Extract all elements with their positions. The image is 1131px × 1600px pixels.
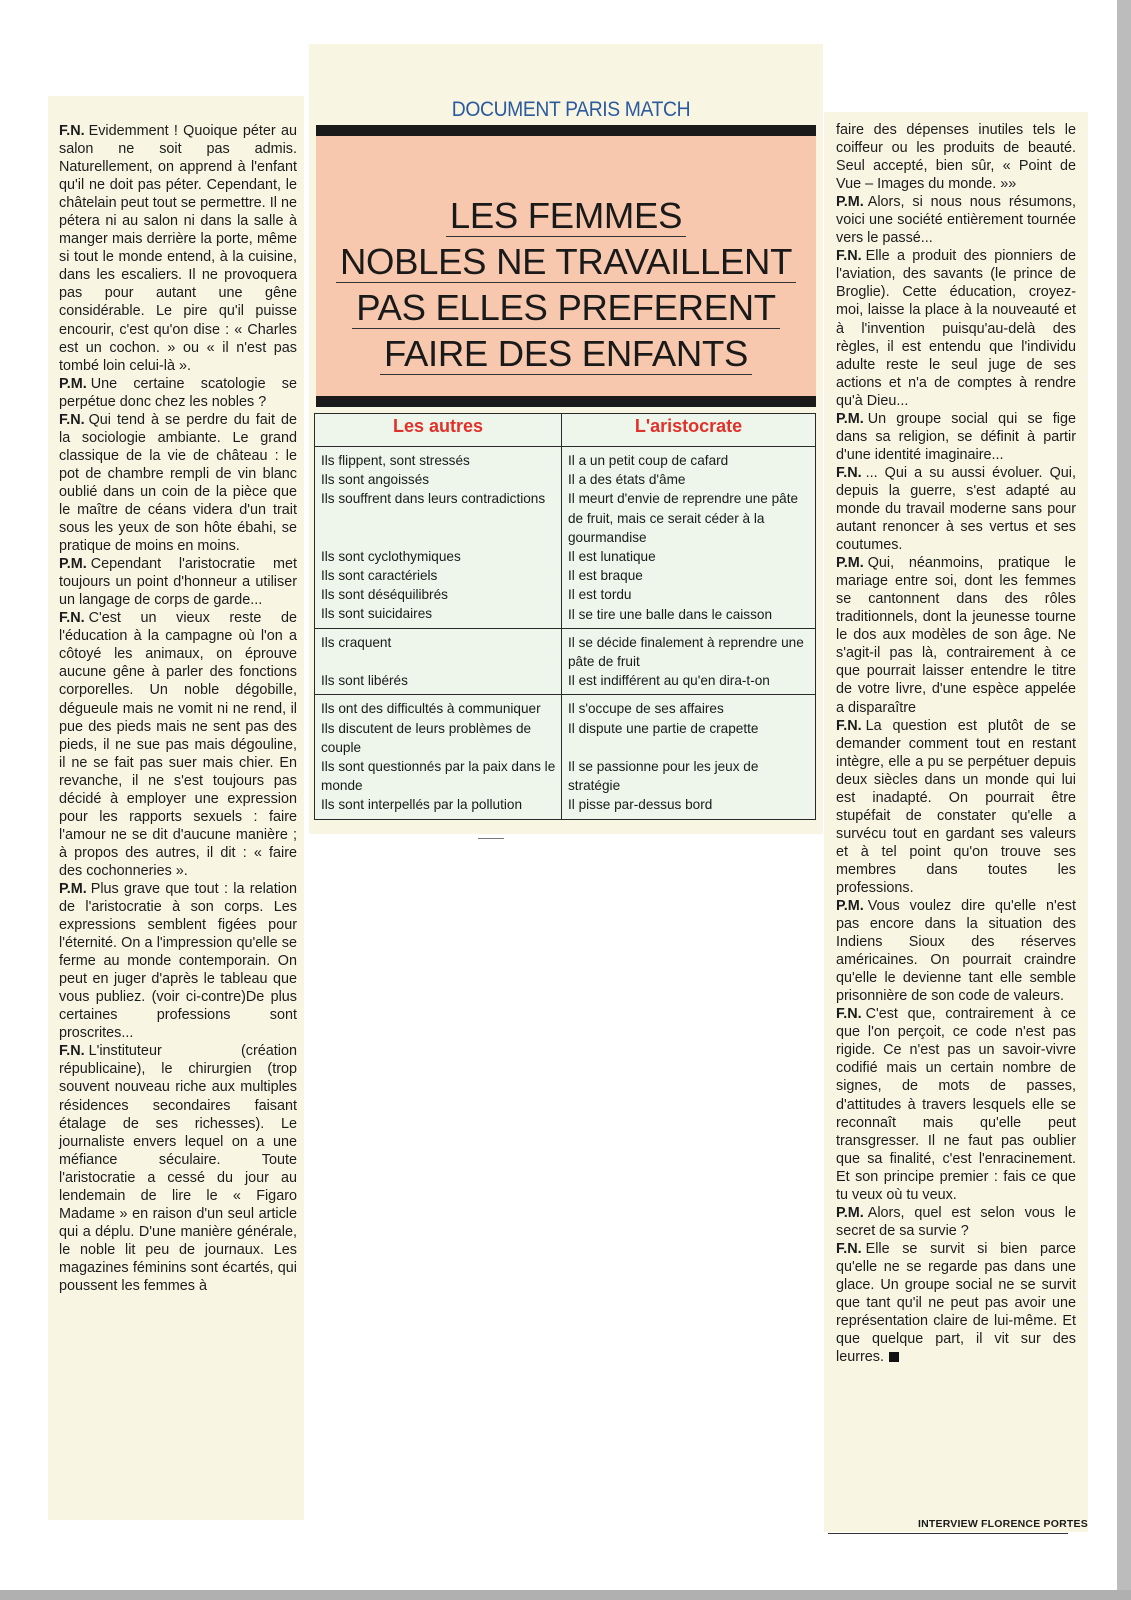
interview-paragraph <box>836 1005 1076 1204</box>
cell-line: Il a des états d'âme <box>568 472 686 488</box>
speaker-label: F.N. <box>836 1006 862 1023</box>
speaker-label: F.N. <box>836 248 862 265</box>
cell-line: Ils sont angoissés <box>321 472 430 488</box>
interview-paragraph <box>59 1042 297 1295</box>
interview-paragraph <box>836 410 1076 464</box>
cell-line: Il s'occupe de ses affaires <box>568 701 724 717</box>
cell-line: Ils souffrent dans leurs contradictions <box>321 491 546 507</box>
divider <box>478 838 504 839</box>
cell-les-autres <box>315 695 562 819</box>
speaker-label: P.M. <box>59 556 87 573</box>
cell-aristocrate <box>562 447 816 629</box>
cell-line: Ils sont questionnés par la paix dans le monde <box>321 759 556 794</box>
interview-paragraph <box>836 193 1076 247</box>
left-column <box>59 122 297 1295</box>
speaker-label: F.N. <box>836 717 862 734</box>
speaker-label: F.N. <box>59 411 85 428</box>
speaker-label: P.M. <box>836 410 864 427</box>
speaker-label: F.N. <box>59 1043 85 1060</box>
cell-line: Ils craquent <box>321 634 392 650</box>
cell-line: Ils sont caractériels <box>321 567 438 583</box>
cell-line: Ils ont des difficultés à communiquer <box>321 701 541 717</box>
table-header-row <box>315 414 816 447</box>
signature-rule <box>828 1533 1068 1534</box>
paragraph-text: Qui, néanmoins, pratique le mariage entre soi, dont les femmes se cantonnent dans des rôles traditionnels, dont la jeunesse tourne le dos aux modèles de son âge. Ne s'agit-il pas là, contrairement à ce que pourrait laisser entendre le titre de votre livre, d'une espèce appelée a disparaître <box>836 555 1076 716</box>
table-row <box>315 628 816 695</box>
paragraph-text: Une certaine scatologie se perpétue donc chez les nobles ? <box>59 375 297 410</box>
cell-line: Il est indifférent au qu'en dira-t-on <box>568 673 770 689</box>
cell-spacer <box>321 509 557 528</box>
interview-paragraph <box>59 122 297 375</box>
cell-line: Ils sont suicidaires <box>321 606 433 622</box>
cell-aristocrate <box>562 628 816 695</box>
end-of-article-mark <box>889 1352 899 1362</box>
interview-paragraph <box>836 464 1076 554</box>
paragraph-text: Elle se survit si bien parce qu'elle ne se regarde pas dans une glace. Un groupe social ne se survit que tant qu'il ne peut pas avoir une représentation claire de lui-même. Et que quelque part, il vit sur des leurres. <box>836 1240 1076 1366</box>
cell-line: Il est lunatique <box>568 549 656 565</box>
header-les-autres: Les autres <box>315 414 562 447</box>
cell-line: Ils sont cyclothymiques <box>321 548 461 564</box>
speaker-label: F.N. <box>59 610 85 627</box>
paragraph-text: C'est que, contrairement à ce que l'on perçoit, ce code n'est pas rigide. Ce n'est pas un savoir-vivre codifié mais un certain nombre de signes, de mots de passes, d'attitudes à travers lesquels elle se reconnaît mais qu'elle peut transgresser. Il ne faut pas oublier que sa finalité, c'est l'enracinement. Et son principe premier : fais ce que tu veux où tu veux. <box>836 1006 1076 1203</box>
headline-line: LES FEMMES <box>316 194 816 238</box>
speaker-label: F.N. <box>836 1240 862 1257</box>
interview-paragraph <box>59 555 297 609</box>
cell-line: Ils sont déséquilibrés <box>321 587 448 603</box>
paragraph-text: Vous voulez dire qu'elle n'est pas encore dans la situation des Indiens Sioux des réserves américaines. On pourrait craindre qu'elle le devienne tant elle semble prisonnière de son code de valeurs. <box>836 898 1076 1005</box>
speaker-label: P.M. <box>59 375 87 392</box>
cell-line: Ils discutent de leurs problèmes de couple <box>321 720 532 755</box>
headline-line: FAIRE DES ENFANTS <box>316 332 816 376</box>
cell-line: Il dispute une partie de crapette <box>568 720 759 736</box>
headline-line: PAS ELLES PREFERENT <box>316 286 816 330</box>
interview-paragraph <box>836 554 1076 716</box>
cell-line: Ils sont interpellés par la pollution <box>321 797 522 813</box>
table-row <box>315 447 816 629</box>
speaker-label: P.M. <box>836 898 864 915</box>
cell-spacer <box>321 652 557 671</box>
paragraph-text: Un groupe social qui se fige dans sa religion, se définit à partir d'une identité imaginaire... <box>836 410 1076 463</box>
paragraph-text: Alors, quel est selon vous le secret de sa survie ? <box>836 1204 1076 1239</box>
paragraph-text: La question est plutôt de se demander comment tout en restant intègre, elle a pu se perpétuer depuis deux siècles dans un monde qui lui est inadapté. On pourrait être stupéfait de constater qu'elle a survécu tout en gardant ses valeurs et à tel point qu'on trouve ses membres dans toutes les professions. <box>836 717 1076 896</box>
comparison-table <box>314 413 816 820</box>
cell-line: Il pisse par-dessus bord <box>568 797 713 813</box>
paragraph-text: Qui tend à se perdre du fait de la sociologie ambiante. Le grand classique de la vie de château : le pot de chambre rempli de vin blanc oublié dans un coin de la pièce que le maître de céans videra d'un trait sous les yeux de son hôte ébahi, se pratique de moins en moins. <box>59 411 297 555</box>
interview-paragraph <box>836 1240 1076 1366</box>
cell-les-autres <box>315 447 562 629</box>
interview-paragraph <box>59 375 297 411</box>
cell-line: Il est tordu <box>568 587 632 603</box>
right-column <box>836 121 1076 1366</box>
paragraph-text: L'instituteur (création républicaine), le chirurgien (trop souvent nouveau riche aux multiples résidences secondaires faisant étalage de ses richesses). Le journaliste envers lequel on a une méfiance séculaire. Toute l'aristocratie a cessé du jour au lendemain de lire le « Figaro Madame » en raison d'un seul article qui a déplu. D'une manière générale, le noble lit peu de journaux. Les magazines féminins sont écartés, qui poussent les femmes à <box>59 1043 297 1294</box>
interview-paragraph <box>59 411 297 555</box>
interview-paragraph <box>59 880 297 1042</box>
cell-line: Ils flippent, sont stressés <box>321 453 470 468</box>
cell-aristocrate <box>562 695 816 819</box>
headline-line: NOBLES NE TRAVAILLENT <box>316 240 816 284</box>
paragraph-text: Plus grave que tout : la relation de l'aristocratie à son corps. Les expressions semblent figées pour l'éternité. On a l'impression qu'elle se ferme au monde contemporain. On peut en juger d'après le tableau que vous publiez. (voir ci-contre)De plus certaines professions sont proscrites... <box>59 880 297 1042</box>
speaker-label: P.M. <box>836 194 864 211</box>
document-label: DOCUMENT PARIS MATCH <box>451 98 691 121</box>
paragraph-text: Evidemment ! Quoique péter au salon ne soit pas admis. Naturellement, on apprend à l'enfant qu'il ne doit pas péter. Cependant, le châtelain peut tout se permettre. Il ne pétera ni au salon ni dans la salle à manger mais derrière la porte, même si tout le monde entend, à la cuisine, dans les escaliers. Il ne provoquera pas pour autant une gêne considérable. Le pire qu'il puisse encourir, c'est qu'on dise : « Charles est un cochon. » ou « il n'est pas tombé loin celui-là ». <box>59 123 297 374</box>
cell-spacer <box>321 528 557 547</box>
header-aristocrate: L'aristocrate <box>562 414 816 447</box>
paragraph-text: C'est un vieux reste de l'éducation à la campagne où l'on a côtoyé les animaux, on éprouve aucune gêne à parler des fonctions corporelles. Un noble dégobille, dégueule mais ne vomit ni ne rend, il pue des pieds mais ne sent pas des pieds, il ne sue pas mais dégouline, il ne se fait pas suer mais chier. En revanche, il ne s'est toujours pas décidé à employer une expression pour les rapports sexuels : faire l'amour ne se dit d'aucune manière ; à propos des autres, il dit : « faire des cochonneries ». <box>59 610 297 879</box>
paragraph-text: Cependant l'aristocratie met toujours un point d'honneur a utiliser un langage de corps de garde... <box>59 556 297 609</box>
cell-line: Il se tire une balle dans le caisson <box>568 606 773 622</box>
interview-credit: INTERVIEW FLORENCE PORTES <box>918 1518 1088 1530</box>
cell-line: Il se décide finalement à reprendre une pâte de fruit <box>568 634 804 670</box>
cell-les-autres <box>315 628 562 695</box>
cell-line: Il est braque <box>568 568 643 584</box>
interview-paragraph <box>59 609 297 880</box>
interview-paragraph <box>836 1204 1076 1240</box>
speaker-label: P.M. <box>836 1204 864 1221</box>
cell-line: Il a un petit coup de cafard <box>568 453 729 468</box>
speaker-label: F.N. <box>59 123 85 139</box>
cell-line: Ils sont libérés <box>321 673 408 689</box>
table-row <box>315 695 816 819</box>
paragraph-text: Alors, si nous nous résumons, voici une société entièrement tournée vers le passé... <box>836 194 1076 247</box>
paragraph-text: ... Qui a su aussi évoluer. Qui, depuis la guerre, s'est adapté au monde du travail moderne sans pour autant renoncer à ses vertus et ses coutumes. <box>836 464 1076 554</box>
paragraph-text: Elle a produit des pionniers de l'aviation, des savants (le prince de Broglie). Cette éducation, croyez-moi, laisse la place à la nouveauté et à l'invention puisqu'au-delà des règles, il est entendu que l'individu adulte reste le seul juge de ses actions et n'a de comptes à rendre qu'à Dieu... <box>836 248 1076 409</box>
cell-line: Il se passionne pour les jeux de stratégie <box>568 758 759 794</box>
cell-spacer <box>568 738 811 757</box>
scan-edge-bottom <box>0 1590 1131 1600</box>
interview-paragraph <box>836 717 1076 897</box>
headline <box>316 194 816 378</box>
scan-edge-right <box>1117 0 1131 1600</box>
paragraph-text: faire des dépenses inutiles tels le coiffeur ou les produits de beauté. Seul accepté, bien sûr, « Point de Vue – Images du monde. »» <box>836 122 1076 193</box>
speaker-label: F.N. <box>836 464 862 481</box>
interview-paragraph <box>836 247 1076 409</box>
title-box <box>316 125 816 407</box>
interview-paragraph <box>836 121 1076 193</box>
speaker-label: P.M. <box>836 555 864 572</box>
interview-paragraph <box>836 897 1076 1005</box>
speaker-label: P.M. <box>59 880 87 897</box>
cell-line: Il meurt d'envie de reprendre une pâte de fruit, mais ce serait céder à la gourmandise <box>568 491 799 545</box>
